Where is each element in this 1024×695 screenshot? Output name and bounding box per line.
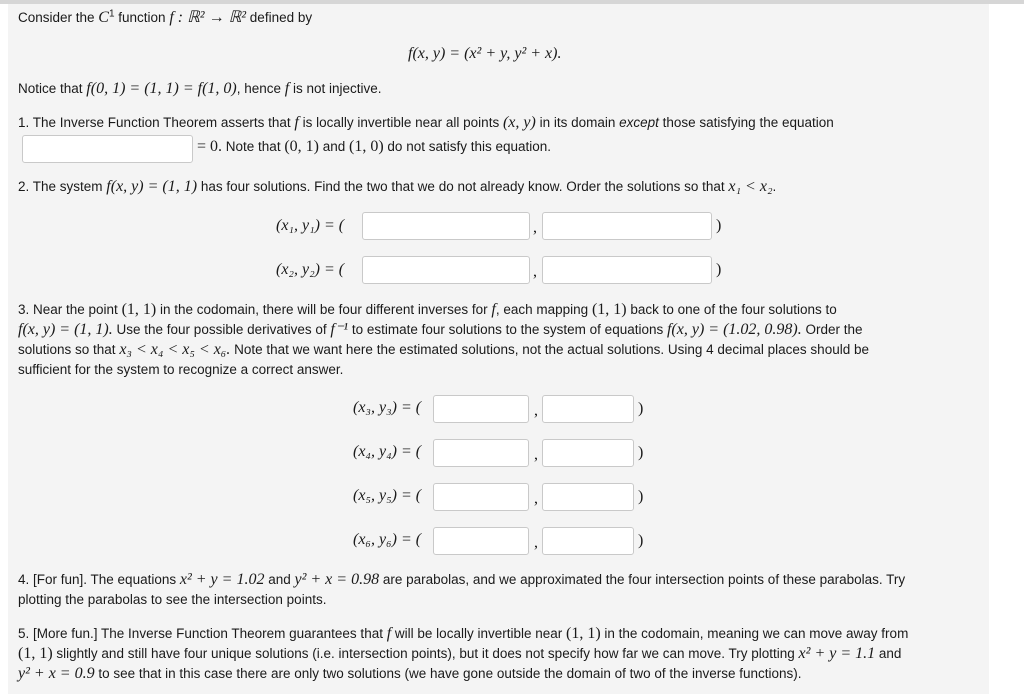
q3-equation: f(x, y) = (1, 1).: [18, 321, 113, 338]
notice-f: f: [284, 80, 290, 97]
q3-text-6: to estimate four solutions to the system of equations: [348, 322, 667, 337]
q3-y3-input[interactable]: [542, 395, 634, 423]
q3-point: (1, 1): [121, 301, 157, 318]
q3-text: 3. Near the point: [18, 302, 122, 317]
q5-equation-2: y² + x = 0.9: [18, 665, 95, 682]
q5-text-6: to see that in this case there are only two solutions (we have gone outside the domain of two of the inverse functions).: [94, 666, 802, 681]
q1-point-1: (0, 1): [284, 138, 319, 155]
q5-line-2: [18, 644, 901, 664]
q5-f: f: [386, 625, 392, 642]
q2-equation: f(x, y) = (1, 1): [106, 178, 198, 195]
q2-row1-comma: ,: [533, 219, 537, 236]
q2-text: 2. The system: [18, 179, 107, 194]
q3-row6-comma: ,: [534, 534, 538, 551]
q3-text-4: back to one of the four solutions to: [626, 302, 837, 317]
q3-inequality: x₃ < x₄ < x₅ < x₆.: [119, 341, 231, 358]
q5-line-3: [18, 664, 802, 684]
q3-y4-input[interactable]: [542, 439, 634, 467]
q1-point-2: (1, 0): [349, 138, 384, 155]
q1-text-2: is locally invertible near all points: [298, 115, 503, 130]
q4-equation-1: x² + y = 1.02: [179, 571, 265, 588]
q1-text-5: Note that: [222, 139, 285, 154]
q2-row1-label: (x₁, y₁) = (: [276, 217, 345, 234]
q5-text: 5. [More fun.] The Inverse Function Theorem guarantees that: [18, 626, 387, 641]
q3-row3-label: (x₃, y₃) = (: [353, 399, 422, 416]
q3-row5-comma: ,: [534, 490, 538, 507]
q4-equation-2: y² + x = 0.98: [294, 571, 380, 588]
q3-row6-label: (x₆, y₆) = (: [353, 531, 422, 548]
q3-text-5: Use the four possible derivatives of: [112, 322, 331, 337]
q1-equals-zero: = 0.: [197, 138, 223, 155]
q5-point-2: (1, 1): [18, 645, 53, 662]
function-formula: f(x, y) = (x² + y, y² + x).: [408, 45, 562, 62]
q3-row3-comma: ,: [534, 402, 538, 419]
q5-text-2: will be locally invertible near: [391, 626, 566, 641]
q3-text-2: in the codomain, there will be four different inverses for: [156, 302, 492, 317]
notice-text: Notice that: [18, 81, 87, 96]
q3-line-1: [18, 300, 837, 320]
q5-text-4: slightly and still have four unique solutions (i.e. intersection points), but it does not specify how far we can move. Try plotting: [52, 646, 799, 661]
intro-text-2: function: [114, 10, 170, 25]
q3-row5-label: (x₅, y₅) = (: [353, 487, 422, 504]
q5-text-3: in the codomain, meaning we can move away from: [600, 626, 909, 641]
q3-text-8: solutions so that: [18, 342, 120, 357]
c-superscript: 1: [108, 8, 115, 20]
q3-x4-input[interactable]: [433, 439, 529, 467]
q3-x3-input[interactable]: [433, 395, 529, 423]
q1-text-4: those satisfying the equation: [658, 115, 834, 130]
q1-text: 1. The Inverse Function Theorem asserts that: [18, 115, 295, 130]
q3-row4-close: ): [638, 444, 644, 461]
q1-text-6: and: [318, 139, 350, 154]
q3-row4-comma: ,: [534, 446, 538, 463]
q2-line: [18, 177, 776, 197]
q2-row2-close: ): [716, 261, 722, 278]
q2-text-2: has four solutions. Find the two that we do not already know. Order the solutions so that: [197, 179, 729, 194]
q5-line-1: [18, 624, 908, 644]
q3-row6-close: ): [638, 532, 644, 549]
intro-line: [18, 8, 312, 28]
q3-text-9: Note that we want here the estimated solutions, not the actual solutions. Using 4 decimal places should be: [230, 342, 869, 357]
q3-row4-label: (x₄, y₄) = (: [353, 443, 422, 460]
q1-f: f: [294, 114, 299, 131]
q3-row3-close: ): [638, 400, 644, 417]
q3-equation-2: f(x, y) = (1.02, 0.98).: [666, 321, 802, 338]
q4-text-3: are parabolas, and we approximated the four intersection points of these parabolas. Try: [379, 572, 906, 587]
q1-xy: (x, y): [502, 114, 536, 131]
q1-except: except: [619, 115, 659, 130]
intro-text-3: defined by: [246, 10, 313, 25]
q5-equation-1: x² + y = 1.1: [798, 645, 876, 662]
q5-text-5: and: [875, 646, 902, 661]
q5-point: (1, 1): [566, 625, 601, 642]
q3-y6-input[interactable]: [542, 527, 634, 555]
q2-inequality: x₁ < x₂: [728, 178, 773, 195]
q3-text-3: , each mapping: [495, 302, 592, 317]
q3-x6-input[interactable]: [433, 527, 529, 555]
notice-text-3: is not injective.: [289, 81, 382, 96]
q4-line-2: plotting the parabolas to see the intersection points.: [18, 592, 327, 607]
q2-y1-input[interactable]: [542, 212, 712, 240]
q3-line-2: [18, 320, 863, 340]
q1-text-7: do not satisfy this equation.: [383, 139, 552, 154]
q2-row2-label: (x₂, y₂) = (: [276, 261, 345, 278]
q3-text-7: Order the: [801, 322, 863, 337]
q3-y5-input[interactable]: [542, 483, 634, 511]
q1-line-1: [18, 113, 834, 133]
q3-x5-input[interactable]: [433, 483, 529, 511]
q3-f: f: [491, 301, 496, 318]
q4-text: 4. [For fun]. The equations: [18, 572, 180, 587]
q1-line-2: [197, 137, 551, 157]
q3-line-3: [18, 340, 869, 360]
intro-text: Consider the: [18, 10, 99, 25]
q4-text-2: and: [264, 572, 295, 587]
q2-y2-input[interactable]: [542, 256, 712, 284]
q3-line-4: sufficient for the system to recognize a correct answer.: [18, 362, 344, 377]
c-class: C: [98, 9, 109, 26]
q1-answer-input[interactable]: [22, 135, 193, 163]
q2-row1-close: ): [716, 217, 722, 234]
notice-line: [18, 79, 382, 99]
q3-inverse: f⁻¹: [330, 321, 349, 338]
q3-point-2: (1, 1): [591, 301, 627, 318]
q1-text-3: in its domain: [535, 115, 620, 130]
q4-line-1: [18, 570, 905, 590]
notice-text-2: , hence: [236, 81, 285, 96]
notice-equation: f(0, 1) = (1, 1) = f(1, 0): [86, 80, 237, 97]
function-signature: f : ℝ² → ℝ²: [169, 9, 247, 26]
q2-x1-input[interactable]: [362, 212, 530, 240]
q2-row2-comma: ,: [533, 263, 537, 280]
q2-x2-input[interactable]: [362, 256, 530, 284]
q2-period: .: [772, 179, 777, 194]
q3-row5-close: ): [638, 488, 644, 505]
